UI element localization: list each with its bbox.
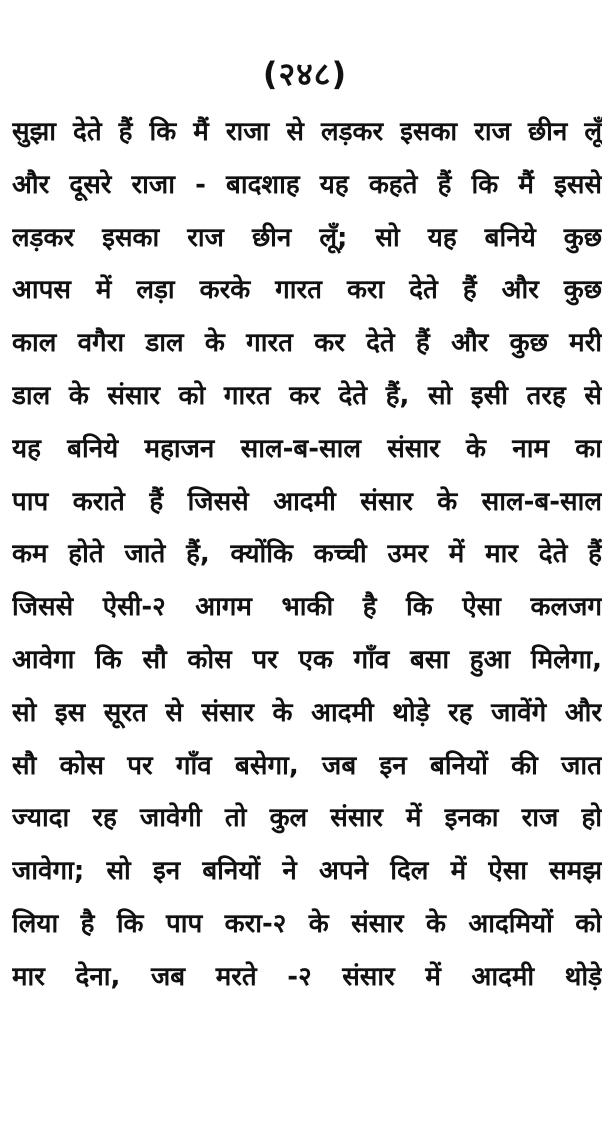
text-line: सौ कोस पर गाँव बसेगा, जब इन बनियों की जात [12,750,602,781]
text-line: ज्यादा रह जावेगी तो कुल संसार में इनका राज हो [12,803,602,834]
text-line: आवेगा कि सौ कोस पर एक गाँव बसा हुआ मिलेगा, [12,644,602,675]
text-line: लड़कर इसका राज छीन लूँ; सो यह बनिये कुछ [12,222,602,253]
text-line: कम होते जाते हैं, क्योंकि कच्ची उमर में मार देते हैं [12,539,602,570]
text-line: डाल के संसार को गारत कर देते हैं, सो इसी तरह से [12,380,602,411]
text-line: आपस में लड़ा करके गारत करा देते हैं और कुछ [12,275,602,306]
text-line: जिससे ऐसी-२ आगम भाकी है कि ऐसा कलजग [12,592,602,623]
body-text [12,106,602,1004]
text-line: जावेगा; सो इन बनियों ने अपने दिल में ऐसा समझ [12,856,602,887]
text-line: काल वगैरा डाल के गारत कर देते हैं और कुछ मरी [12,328,602,359]
text-line: और दूसरे राजा - बादशाह यह कहते हैं कि मैं इससे [12,169,602,200]
text-line: सो इस सूरत से संसार के आदमी थोड़े रह जावेंगे और [12,697,602,728]
page-number: (२४८) [262,55,348,93]
text-line: पाप कराते हैं जिससे आदमी संसार के साल-ब-साल [12,486,602,517]
text-line: मार देना, जब मरते -२ संसार में आदमी थोड़े [12,961,602,992]
text-line: यह बनिये महाजन साल-ब-साल संसार के नाम का [12,433,602,464]
text-line: सुझा देते हैं कि मैं राजा से लड़कर इसका राज छीन लूँ [12,117,602,147]
text-line: लिया है कि पाप करा-२ के संसार के आदमियों को [12,908,602,939]
